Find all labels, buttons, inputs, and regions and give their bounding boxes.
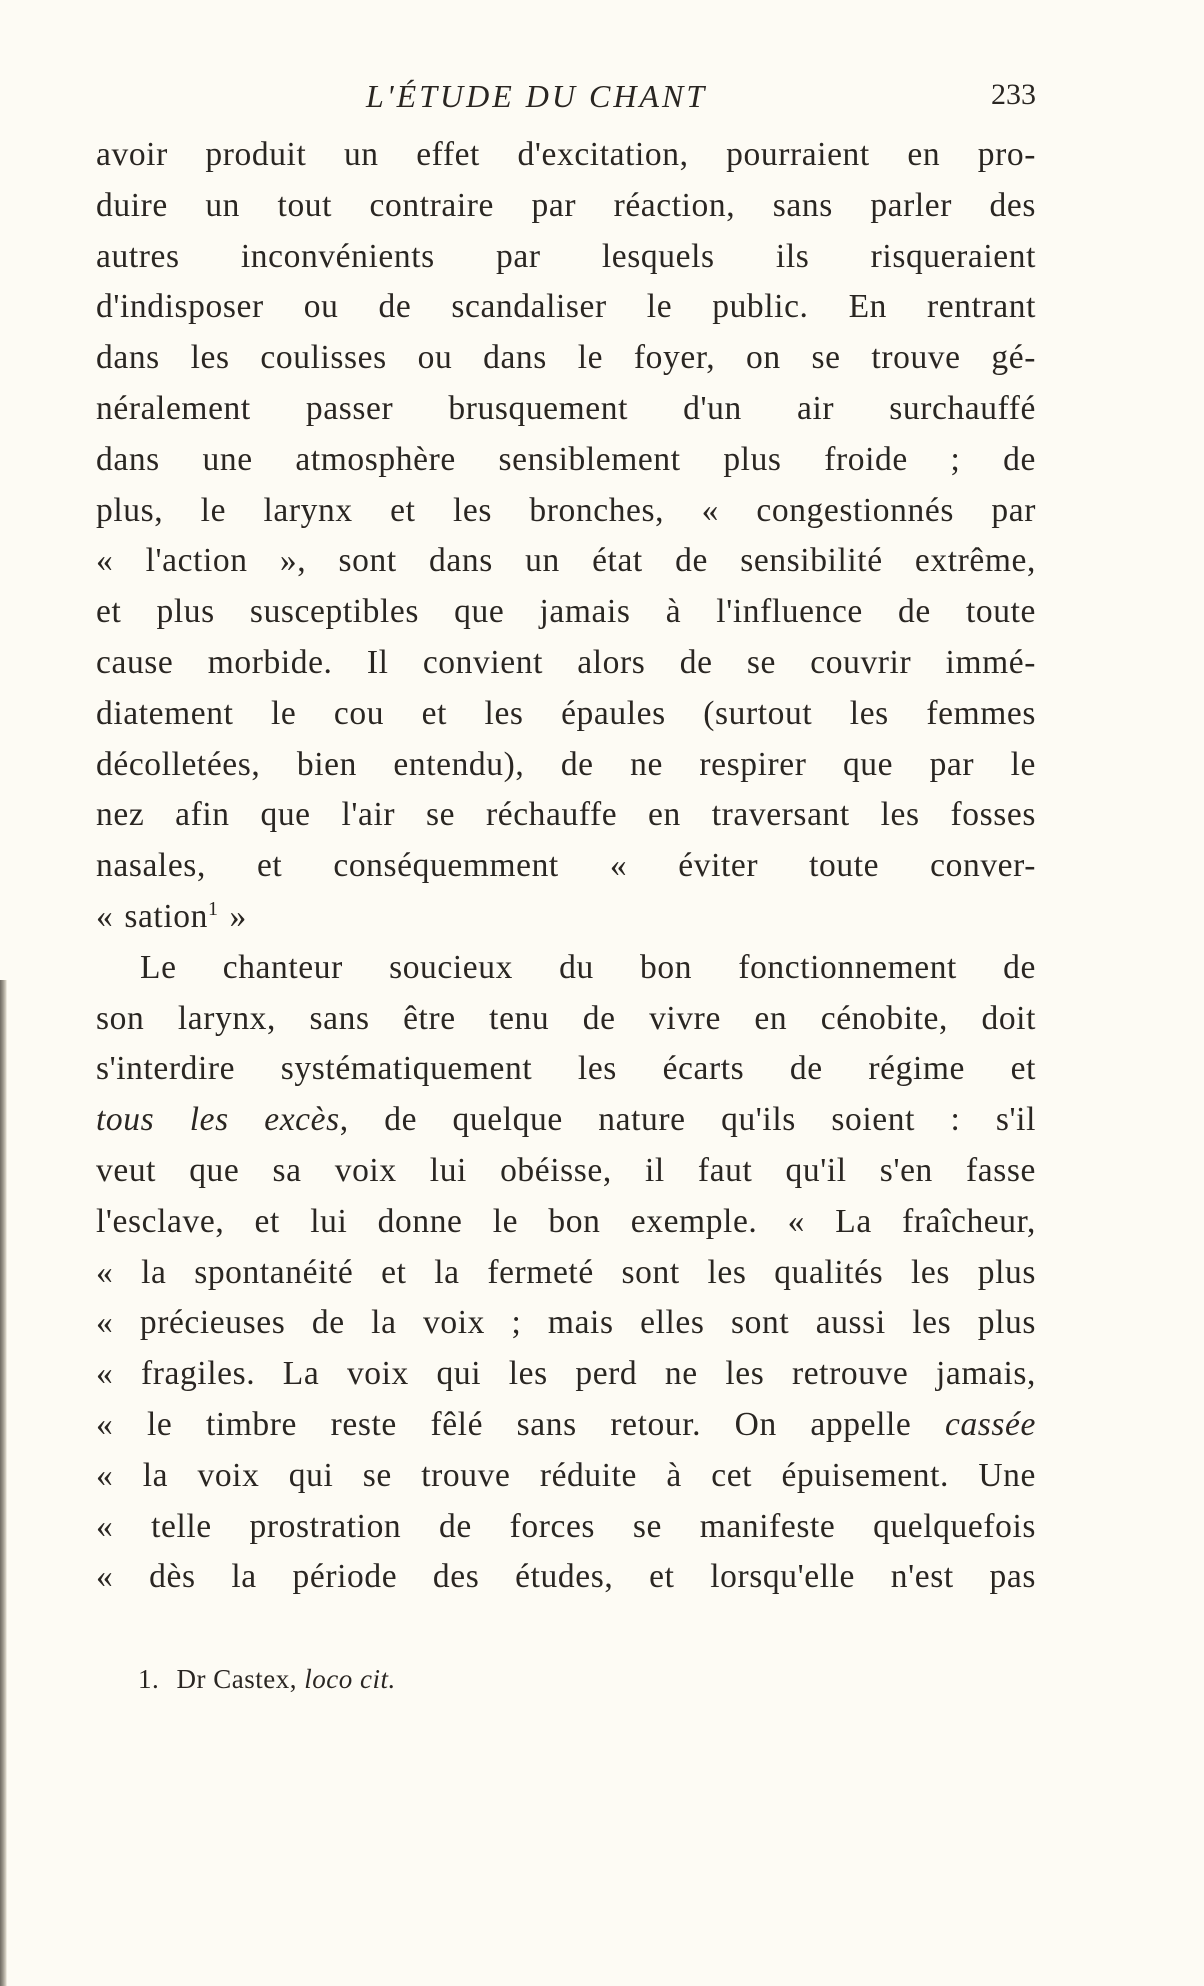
footnote-author: Dr Castex, — [176, 1664, 297, 1694]
text-fragment: , de quelque nature qu'ils soient : s'il — [339, 1101, 1036, 1139]
text-line: « l'action », sont dans un état de sensibilité extrême, — [96, 542, 1036, 580]
text-line — [96, 892, 1036, 943]
paragraph-first-line: Le chanteur soucieux du bon fonctionnement de — [140, 948, 1036, 986]
text-fragment: « le timbre reste fêlé sans retour. On appelle — [96, 1405, 945, 1443]
text-line: « dès la période des études, et lorsqu'elle n'est pas — [96, 1558, 1036, 1596]
page-number: 233 — [991, 78, 1036, 111]
body-text — [96, 130, 1036, 1603]
text-line: veut que sa voix lui obéisse, il faut qu'il s'en fasse — [96, 1151, 1036, 1189]
text-line: avoir produit un effet d'excitation, pourraient en pro- — [96, 136, 1036, 173]
binding-edge — [0, 980, 7, 1986]
text-line: duire un tout contraire par réaction, sans parler des — [96, 186, 1036, 224]
text-line: « telle prostration de forces se manifeste quelquefois — [96, 1507, 1036, 1545]
footnote-number: 1. — [138, 1664, 160, 1694]
text-line: son larynx, sans être tenu de vivre en cénobite, doit — [96, 999, 1036, 1037]
text-line: dans les coulisses ou dans le foyer, on se trouve gé- — [96, 339, 1036, 377]
text-line: l'esclave, et lui donne le bon exemple. « La fraîcheur, — [96, 1202, 1036, 1240]
text-line: nasales, et conséquemment « éviter toute conver- — [96, 847, 1036, 885]
text-line: plus, le larynx et les bronches, « congestionnés par — [96, 491, 1036, 529]
text-line: néralement passer brusquement d'un air surchauffé — [96, 389, 1036, 427]
text-fragment: » — [218, 897, 247, 935]
text-line — [96, 1400, 1036, 1451]
text-line — [96, 1095, 1036, 1146]
text-line: s'interdire systématiquement les écarts de régime et — [96, 1050, 1036, 1088]
text-line: « fragiles. La voix qui les perd ne les retrouve jamais, — [96, 1355, 1036, 1393]
text-line: « la spontanéité et la fermeté sont les qualités les plus — [96, 1253, 1036, 1291]
footnote-reference: 1 — [207, 897, 219, 920]
text-line: et plus susceptibles que jamais à l'influence de toute — [96, 593, 1036, 631]
italic-word: cassée — [944, 1405, 1036, 1443]
text-line: décolletées, bien entendu), de ne respirer que par le — [96, 745, 1036, 783]
text-line: « précieuses de la voix ; mais elles sont aussi les plus — [96, 1304, 1036, 1342]
italic-phrase: tous les excès — [96, 1101, 340, 1139]
text-line: d'indisposer ou de scandaliser le public. En rentrant — [96, 288, 1036, 326]
text-line: diatement le cou et les épaules (surtout les femmes — [96, 694, 1036, 732]
text-line: autres inconvénients par lesquels ils risqueraient — [96, 237, 1036, 275]
text-line: cause morbide. Il convient alors de se couvrir immé- — [96, 643, 1036, 681]
text-line: dans une atmosphère sensiblement plus froide ; de — [96, 440, 1036, 478]
running-title: L'ÉTUDE DU CHANT — [366, 78, 708, 114]
footnote — [138, 1664, 396, 1695]
text-line: nez afin que l'air se réchauffe en traversant les fosses — [96, 796, 1036, 834]
running-head — [96, 78, 1036, 118]
text-line: « la voix qui se trouve réduite à cet épuisement. Une — [96, 1456, 1036, 1494]
text-fragment: « sation — [96, 897, 208, 935]
footnote-source: loco cit. — [304, 1664, 396, 1694]
